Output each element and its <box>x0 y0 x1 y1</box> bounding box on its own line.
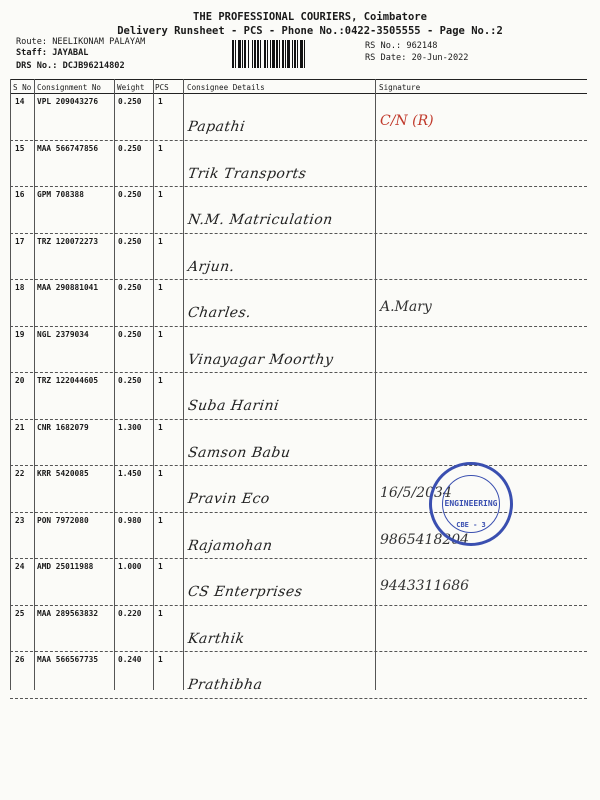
row-sno: 17 <box>15 236 25 246</box>
row-pcs: 1 <box>158 376 163 385</box>
row-weight: 1.450 <box>118 469 142 478</box>
row-sno: 16 <box>15 190 25 199</box>
row-divider <box>10 326 587 327</box>
stamp-bottom-text: CBE - 3 <box>456 521 486 529</box>
row-consignee: Prathibha <box>186 677 264 693</box>
barcode-bar <box>305 40 307 68</box>
row-signature: 16/5/2034 <box>380 485 452 501</box>
table-top-border <box>10 79 587 80</box>
row-consignment-no: AMD 25011988 <box>37 562 94 571</box>
row-pcs: 1 <box>158 515 163 525</box>
table-row <box>0 235 600 281</box>
rs-number: RS No.: 962148 <box>365 41 438 51</box>
barcode <box>232 40 356 68</box>
row-consignment-no: TRZ 122044605 <box>37 376 99 385</box>
row-pcs: 1 <box>158 190 163 199</box>
row-consignee: Samson Babu <box>186 444 292 461</box>
row-divider <box>10 140 587 141</box>
row-weight: 1.000 <box>118 562 142 571</box>
row-sno: 25 <box>15 608 25 618</box>
company-stamp <box>429 462 513 546</box>
row-signature: 9443311686 <box>380 578 470 594</box>
row-consignee: Papathi <box>186 119 247 135</box>
row-weight: 0.980 <box>118 515 142 525</box>
row-divider <box>10 698 587 699</box>
row-consignment-no: TRZ 120072273 <box>37 236 99 246</box>
row-consignee: Vinayagar Moorthy <box>186 351 335 368</box>
table-row <box>0 374 600 420</box>
row-sno: 21 <box>15 422 25 432</box>
row-weight: 0.250 <box>118 97 142 106</box>
row-consignee: CS Enterprises <box>186 584 304 600</box>
row-divider <box>10 186 587 187</box>
table-row <box>0 328 600 374</box>
row-consignment-no: MAA 289563832 <box>37 608 99 618</box>
row-signature: C/N (R) <box>380 113 434 129</box>
staff-label: Staff: JAYABAL <box>16 48 89 58</box>
table-row <box>0 142 600 188</box>
col-header-pcs: PCS <box>155 83 169 92</box>
row-weight: 0.220 <box>118 608 142 618</box>
table-row <box>0 421 600 467</box>
row-consignee: Charles. <box>186 305 253 321</box>
row-pcs: 1 <box>158 97 163 106</box>
table-row <box>0 653 600 699</box>
runsheet-subtitle: Delivery Runsheet - PCS - Phone No.:0422-3505555 - Page No.:2 <box>117 25 503 37</box>
row-weight: 0.250 <box>118 143 142 153</box>
col-header-consignee: Consignee Details <box>187 83 265 92</box>
row-pcs: 1 <box>158 655 163 664</box>
row-consignment-no: CNR 1682079 <box>37 422 89 432</box>
row-consignee: N.M. Matriculation <box>186 212 334 228</box>
col-header-signature: Signature <box>379 83 421 92</box>
row-pcs: 1 <box>158 608 163 618</box>
row-pcs: 1 <box>158 143 163 153</box>
row-pcs: 1 <box>158 236 163 246</box>
col-header-sno: S No <box>13 83 32 92</box>
row-signature: 9865418204 <box>380 531 470 548</box>
row-sno: 23 <box>15 515 25 525</box>
row-divider <box>10 651 587 652</box>
row-sno: 26 <box>15 655 25 664</box>
row-divider <box>10 419 587 420</box>
company-title: THE PROFESSIONAL COURIERS, Coimbatore <box>193 11 427 23</box>
row-signature: A.Mary <box>380 299 432 315</box>
row-pcs: 1 <box>158 469 163 478</box>
row-sno: 18 <box>15 283 25 292</box>
row-consignment-no: PON 7972080 <box>37 515 89 525</box>
row-consignee: Rajamohan <box>186 537 274 554</box>
row-weight: 0.250 <box>118 283 142 292</box>
row-sno: 24 <box>15 562 25 571</box>
row-consignee: Trik Transports <box>186 165 308 182</box>
row-pcs: 1 <box>158 422 163 432</box>
table-row <box>0 281 600 327</box>
col-header-consignment: Consignment No <box>37 83 102 92</box>
row-consignment-no: MAA 566567735 <box>37 655 99 664</box>
row-pcs: 1 <box>158 329 163 339</box>
drs-number: DRS No.: DCJB96214802 <box>16 61 125 71</box>
row-consignment-no: NGL 2379034 <box>37 329 89 339</box>
row-divider <box>10 233 587 234</box>
stamp-text: ENGINEERING <box>444 499 498 508</box>
row-consignee: Arjun. <box>186 258 236 275</box>
row-consignment-no: MAA 566747856 <box>37 143 99 153</box>
table-row <box>0 514 600 560</box>
row-consignee: Pravin Eco <box>186 491 271 507</box>
row-consignment-no: MAA 290881041 <box>37 283 99 292</box>
table-row <box>0 188 600 234</box>
row-divider <box>10 605 587 606</box>
row-weight: 0.240 <box>118 655 142 664</box>
row-consignee: Karthik <box>186 630 246 647</box>
row-divider <box>10 372 587 373</box>
row-consignee: Suba Harini <box>186 398 281 414</box>
row-pcs: 1 <box>158 283 163 292</box>
row-consignment-no: VPL 209043276 <box>37 97 99 106</box>
col-header-weight: Weight <box>117 83 145 92</box>
row-weight: 0.250 <box>118 376 142 385</box>
row-sno: 14 <box>15 97 25 106</box>
route-label: Route: NEELIKONAM PALAYAM <box>16 37 146 47</box>
row-weight: 1.300 <box>118 422 142 432</box>
row-pcs: 1 <box>158 562 163 571</box>
row-sno: 19 <box>15 329 25 339</box>
row-sno: 20 <box>15 376 25 385</box>
row-consignment-no: KRR 5420085 <box>37 469 89 478</box>
row-consignment-no: GPM 708388 <box>37 190 84 199</box>
rs-date: RS Date: 20-Jun-2022 <box>365 53 469 63</box>
table-row <box>0 560 600 606</box>
row-weight: 0.250 <box>118 236 142 246</box>
row-weight: 0.250 <box>118 190 142 199</box>
row-weight: 0.250 <box>118 329 142 339</box>
row-sno: 22 <box>15 469 25 478</box>
table-row <box>0 95 600 141</box>
row-divider <box>10 465 587 466</box>
table-header-border <box>10 93 587 94</box>
row-divider <box>10 558 587 559</box>
row-sno: 15 <box>15 143 25 153</box>
row-divider <box>10 279 587 280</box>
table-row <box>0 607 600 653</box>
